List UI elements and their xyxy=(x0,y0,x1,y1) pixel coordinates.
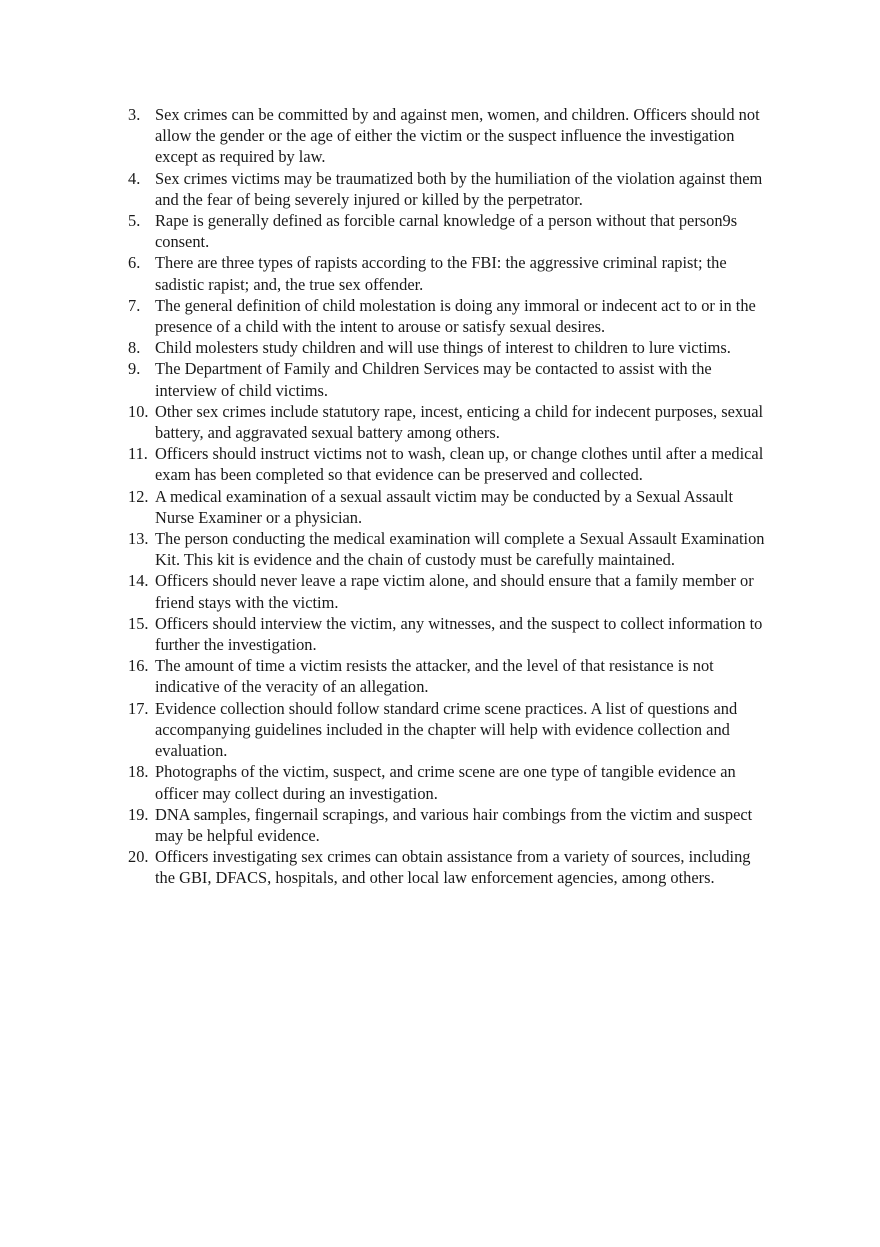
item-text: The general definition of child molestation is doing any immoral or indecent act to or in the presence of a child with the intent to arouse or satisfy sexual desires. xyxy=(155,295,756,337)
list-item xyxy=(128,295,773,337)
list-item xyxy=(128,443,773,485)
item-number: 8. xyxy=(128,338,141,358)
item-text: The amount of time a victim resists the attacker, and the level of that resistance is not indicative of the veracity of an allegation. xyxy=(155,656,714,697)
list-item xyxy=(128,252,773,294)
item-text: Officers should instruct victims not to wash, clean up, or change clothes until after a medical exam has been completed so that evidence can be preserved and collected. xyxy=(155,444,764,485)
item-number: 5. xyxy=(128,211,141,231)
item-text: Rape is generally defined as forcible carnal knowledge of a person without that person9s consent. xyxy=(155,211,738,252)
item-number: 15. xyxy=(128,613,149,633)
list-item xyxy=(128,761,773,803)
list-item xyxy=(128,168,773,210)
item-number: 18. xyxy=(128,762,149,782)
item-text: Photographs of the victim, suspect, and crime scene are one type of tangible evidence an officer may collect during an investigation. xyxy=(155,762,736,803)
item-number: 19. xyxy=(128,804,149,824)
item-number: 12. xyxy=(128,486,149,506)
item-text: Sex crimes victims may be traumatized both by the humiliation of the violation against them and the fear of being severely injured or killed by the perpetrator. xyxy=(155,168,763,209)
item-text: Officers should interview the victim, any witnesses, and the suspect to collect information to further the investigation. xyxy=(155,613,763,655)
item-number: 16. xyxy=(128,656,149,676)
list-item xyxy=(128,337,773,358)
item-number: 20. xyxy=(128,847,149,867)
list-item xyxy=(128,846,773,888)
list-item xyxy=(128,104,773,168)
list-item xyxy=(128,210,773,252)
list-item xyxy=(128,655,773,697)
list-item xyxy=(128,804,773,846)
item-text: The Department of Family and Children Services may be contacted to assist with the interview of child victims. xyxy=(155,359,712,400)
item-number: 4. xyxy=(128,168,141,188)
item-text: The person conducting the medical examination will complete a Sexual Assault Examination Kit. This kit is evidence and the chain of custody must be carefully maintained. xyxy=(155,529,765,570)
item-text: Child molesters study children and will use things of interest to children to lure victims. xyxy=(155,338,731,358)
item-number: 7. xyxy=(128,295,141,315)
list-item xyxy=(128,613,773,655)
item-number: 9. xyxy=(128,359,141,379)
list-item xyxy=(128,698,773,762)
item-text: A medical examination of a sexual assault victim may be conducted by a Sexual Assault Nurse Examiner or a physician. xyxy=(155,486,734,527)
item-text: Sex crimes can be committed by and against men, women, and children. Officers should not allow the gender or the age of either the victim or the suspect influence the investigation except as required by law. xyxy=(155,105,760,167)
item-number: 10. xyxy=(128,401,149,421)
list-item xyxy=(128,528,773,570)
item-text: DNA samples, fingernail scrapings, and various hair combings from the victim and suspect may be helpful evidence. xyxy=(155,804,753,845)
item-text: Officers should never leave a rape victim alone, and should ensure that a family member or friend stays with the victim. xyxy=(155,571,754,612)
numbered-list xyxy=(128,104,773,889)
item-number: 11. xyxy=(128,444,148,464)
item-text: There are three types of rapists according to the FBI: the aggressive criminal rapist; the sadistic rapist; and, the true sex offender. xyxy=(155,253,727,294)
item-text: Evidence collection should follow standard crime scene practices. A list of questions and accompanying guidelines included in the chapter will help with evidence collection and evaluation. xyxy=(155,698,738,761)
list-item xyxy=(128,570,773,612)
list-item xyxy=(128,486,773,528)
list-item xyxy=(128,358,773,400)
item-number: 14. xyxy=(128,571,149,591)
item-text: Other sex crimes include statutory rape, incest, enticing a child for indecent purposes, sexual battery, and aggravated sexual battery among others. xyxy=(155,401,764,443)
item-number: 6. xyxy=(128,253,141,273)
item-number: 13. xyxy=(128,529,149,549)
item-number: 17. xyxy=(128,698,149,718)
list-item xyxy=(128,401,773,443)
item-number: 3. xyxy=(128,105,141,124)
item-text: Officers investigating sex crimes can obtain assistance from a variety of sources, including the GBI, DFACS, hospitals, and other local law enforcement agencies, among others. xyxy=(155,847,751,888)
